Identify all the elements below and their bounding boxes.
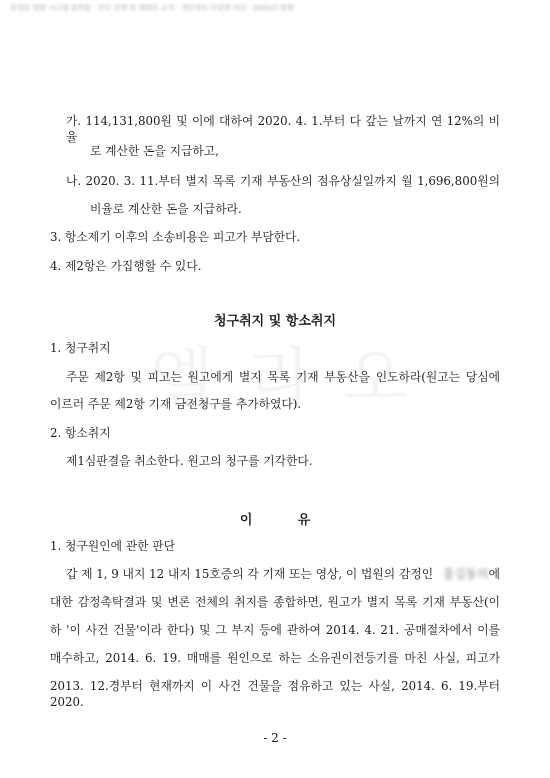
reasons-line-1-end (443, 566, 500, 582)
claim-line-1: 주문 제2항 및 피고는 원고에게 별지 목록 기재 부동산을 인도하라(원고는 당심에 (66, 370, 500, 384)
order-item-ga-line1: 가. 114,131,800원 및 이에 대하여 2020. 4. 1.부터 다 갚는 날까지 연 12%의 비율 (66, 114, 500, 144)
reasons-line-1-tail: 에 (488, 567, 500, 581)
reasons-line-1-text: 갑 제 1, 9 내지 12 내지 15호증의 각 기재 또는 영상, 이 법원의 감정인 (66, 567, 434, 581)
appeal-line-1: 제1심판결을 취소한다. 원고의 청구를 기각한다. (66, 454, 313, 468)
reasons-line-1 (66, 566, 500, 582)
appeal-heading: 2. 항소취지 (50, 426, 111, 440)
claim-line-2: 이르러 주문 제2항 기재 금전청구를 추가하였다). (50, 397, 302, 411)
claim-heading: 1. 청구취지 (50, 341, 111, 355)
redacted-name: 홍길동의 (443, 567, 489, 581)
reasons-line-4: 매수하고, 2014. 6. 19. 매매를 원인으로 하는 소유권이전등기를 마친 사실, 피고가 (50, 651, 500, 665)
redacted-header-text: 판결문 열람 시스템 출력물 · 무단 전재 및 재배포 금지 · 개인정보 비실명 처리 · 2021년 발행 (10, 4, 294, 12)
order-item-ga-line2: 로 계산한 돈을 지급하고, (90, 144, 219, 158)
order-item-4: 4. 제2항은 가집행할 수 있다. (50, 259, 202, 273)
order-item-3: 3. 항소제기 이후의 소송비용은 피고가 부담한다. (50, 230, 301, 244)
claim-section-title: 청구취지 및 항소취지 (213, 314, 337, 329)
redacted-header (10, 3, 530, 13)
reasons-line-3: 하 '이 사건 건물'이라 한다) 및 그 부지 등에 관하여 2014. 4. 21. 공매절차에서 이를 (50, 623, 500, 637)
reasons-title: 이 유 (239, 513, 311, 528)
reasons-line-5: 2013. 12.경부터 현재까지 이 사건 건물을 점유하고 있는 사실, 2014. 6. 19.부터 2020. (50, 679, 500, 709)
page-number: - 2 - (263, 731, 287, 745)
reasons-line-2: 대한 감정촉탁결과 및 변론 전체의 취지를 종합하면, 원고가 별지 목록 기재 부동산(이 (50, 595, 500, 609)
order-item-na-line2: 비율로 계산한 돈을 지급하라. (90, 202, 242, 216)
order-item-na-line1: 나. 2020. 3. 11.부터 별지 목록 기재 부동산의 점유상실일까지 월 1,696,800원의 (66, 174, 500, 188)
reasons-heading-1: 1. 청구원인에 관한 판단 (50, 539, 176, 553)
